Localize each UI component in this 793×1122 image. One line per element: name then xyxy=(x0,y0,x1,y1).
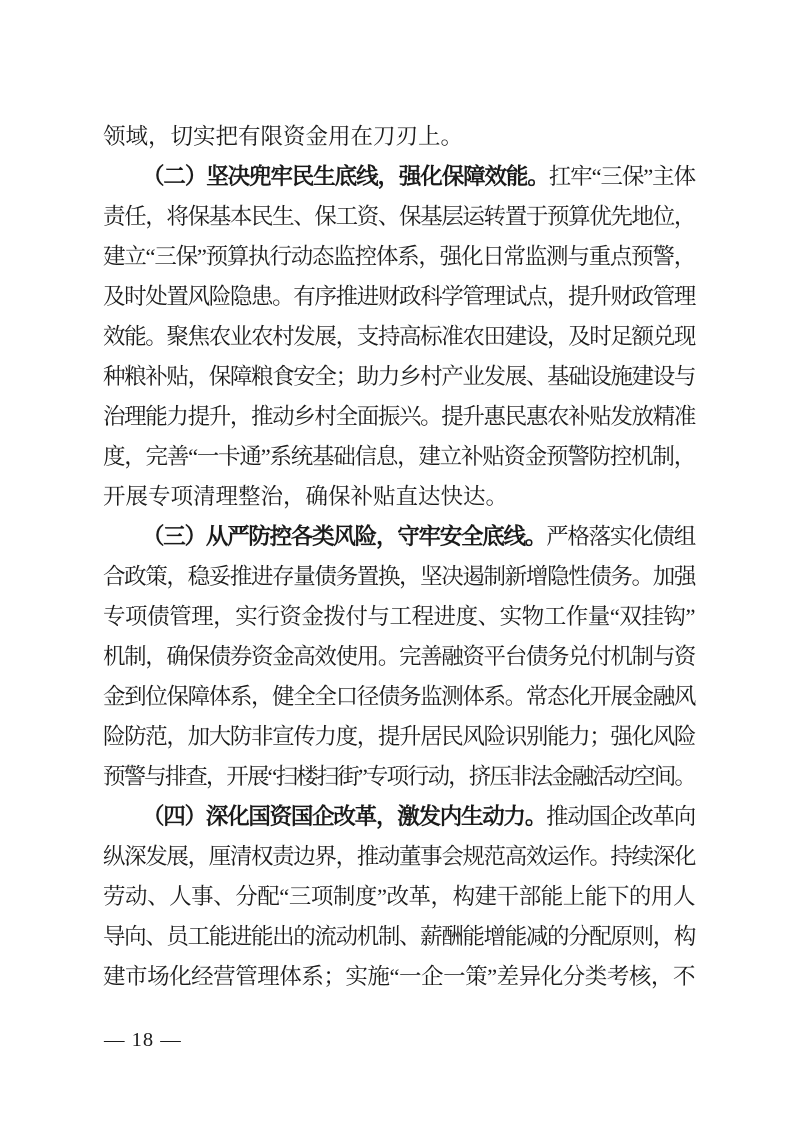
line-text: 建市场化经营管理体系；实施“一企一策”差异化分类考核，不 xyxy=(103,964,695,989)
line-text: 开展专项清理整治，确保补贴直达快达。 xyxy=(103,484,509,509)
paragraph-line xyxy=(103,277,695,317)
line-text: 劳动、人事、分配“三项制度”改革，构建干部能上能下的用人 xyxy=(103,884,695,909)
line-text: 种粮补贴，保障粮食安全；助力乡村产业发展、基础设施建设与 xyxy=(103,364,695,389)
line-text: 金到位保障体系，健全全口径债务监测体系。常态化开展金融风 xyxy=(103,684,695,709)
line-text: 合政策，稳妥推进存量债务置换，坚决遏制新增隐性债务。加强 xyxy=(103,564,695,589)
line-text: 纵深发展，厘清权责边界，推动董事会规范高效运作。持续深化 xyxy=(103,844,695,869)
line-text: 度，完善“一卡通”系统基础信息，建立补贴资金预警防控机制， xyxy=(103,444,695,469)
paragraph-line xyxy=(103,557,695,597)
paragraph-line xyxy=(103,597,695,637)
paragraph-line xyxy=(103,637,695,677)
line-text: 领域，切实把有限资金用在刀刃上。 xyxy=(103,124,464,149)
line-text: 机制，确保债券资金高效使用。完善融资平台债务兑付机制与资 xyxy=(103,644,695,669)
line-text: 责任，将保基本民生、保工资、保基层运转置于预算优先地位， xyxy=(103,204,695,229)
line-text: 及时处置风险隐患。有序推进财政科学管理试点，提升财政管理 xyxy=(103,284,695,309)
line-text: 效能。聚焦农业农村发展，支持高标准农田建设，及时足额兑现 xyxy=(103,324,695,349)
section-heading-bold: （三）从严防控各类风险，守牢安全底线。 xyxy=(142,524,547,549)
section-heading-bold: （二）坚决兜牢民生底线，强化保障效能。 xyxy=(142,164,549,189)
line-text: 建立“三保”预算执行动态监控体系，强化日常监测与重点预警， xyxy=(103,244,695,269)
paragraph-line xyxy=(103,717,695,757)
paragraph-line xyxy=(103,397,695,437)
paragraph-line xyxy=(103,677,695,717)
line-text: 预警与排查，开展“扫楼扫街”专项行动，挤压非法金融活动空间。 xyxy=(103,764,695,789)
paragraph-line xyxy=(103,117,695,157)
section-heading-line xyxy=(103,517,695,557)
line-text: 扛牢“三保”主体 xyxy=(548,164,695,189)
line-text: 专项债管理，实行资金拨付与工程进度、实物工作量“双挂钩” xyxy=(103,604,695,629)
paragraph-line xyxy=(103,317,695,357)
paragraph-line xyxy=(103,237,695,277)
paragraph-line xyxy=(103,757,695,797)
page-number: — 18 — xyxy=(104,1029,182,1051)
paragraph-line xyxy=(103,437,695,477)
line-text: 险防范，加大防非宣传力度，提升居民风险识别能力；强化风险 xyxy=(103,724,695,749)
paragraph-line xyxy=(103,917,695,957)
section-heading-line xyxy=(103,157,695,197)
line-text: 导向、员工能进能出的流动机制、薪酬能增能减的分配原则，构 xyxy=(103,924,695,949)
paragraph-line xyxy=(103,837,695,877)
document-body xyxy=(103,117,695,997)
paragraph-line xyxy=(103,197,695,237)
paragraph-line xyxy=(103,477,695,517)
line-text: 治理能力提升，推动乡村全面振兴。提升惠民惠农补贴发放精准 xyxy=(103,404,695,429)
paragraph-line xyxy=(103,957,695,997)
line-text: 推动国企改革向 xyxy=(546,804,695,829)
section-heading-line xyxy=(103,797,695,837)
section-heading-bold: （四）深化国资国企改革，激发内生动力。 xyxy=(142,804,547,829)
line-text: 严格落实化债组 xyxy=(546,524,695,549)
paragraph-line xyxy=(103,877,695,917)
paragraph-line xyxy=(103,357,695,397)
